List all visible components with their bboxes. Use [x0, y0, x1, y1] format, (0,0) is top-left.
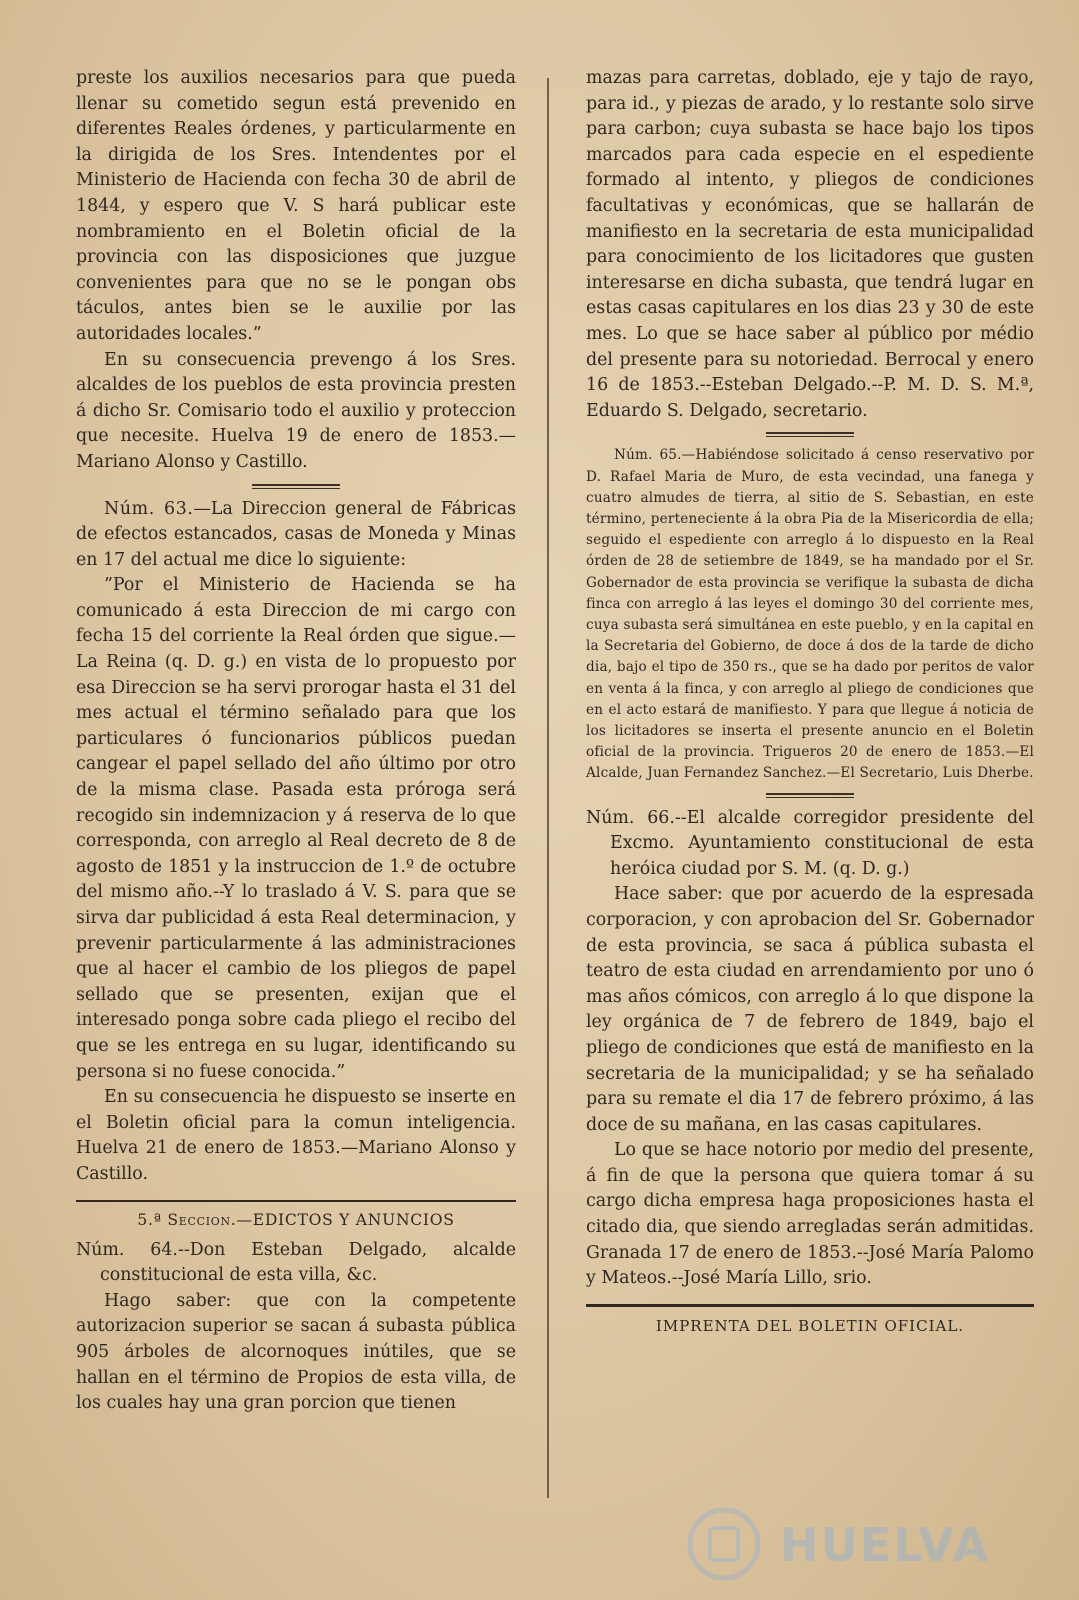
- notice-65: Núm. 65.—Habiéndose solicitado á censo reservativo por D. Rafael Maria de Muro, de esta vecindad, una fanega y cuatro almudes de tierra, al sitio de S. Sebastian, en este término, perteneciente á la obra Pia de la Misericordia de ella; seguido el espediente con arreglo á lo dispuesto en la Real órden de 28 de setiembre de 1849, se ha mandado por el Sr. Gobernador de esta provincia se verifique la subasta de dicha finca con arreglo á las leyes el domingo 30 del corriente mes, cuya subasta será simultánea en este pueblo, y en la capital en la Secretaria del Gobierno, de doce á dos de la tarde de dicho dia, bajo el tipo de 350 rs., que se ha dado por peritos de valor en venta á la finca, y con arreglo al pliego de condiciones que en el acto estará de manifiesto. Y para que llegue á noticia de los licitadores se inserta el presente anuncio en el Boletin oficial de la provincia. Trigueros 20 de enero de 1853.—El Alcalde, Juan Fernandez Sanchez.—El Secretario, Luis Dherbe.: [586, 447, 1034, 782]
- separator-rule: [766, 432, 854, 437]
- paragraph-continuation: preste los auxilios necesarios para que pueda llenar su cometido segun está prevenido en diferentes Reales órdenes, y particularmente en la dirigida de los Sres. Intendentes por el Ministerio de Hacienda con fecha 30 de abril de 1844, y espero que V. S hará publicar este nombramiento en el Boletin oficial de la provincia con las disposiciones que juzgue convenientes para que no se le pongan obs táculos, antes bien se le auxilie por las autoridades locales.”: [76, 68, 516, 344]
- notice-66-close: Lo que se hace notorio por medio del presente, á fin de que la persona que quiera tomar á su cargo dicha empresa haga proposiciones hasta el citado dia, que siendo arregladas serán admitidas. Granada 17 de enero de 1853.--José María Palomo y Mateos.--José María Lillo, srio.: [586, 1140, 1034, 1289]
- separator-rule: [252, 484, 340, 489]
- section-rule: [76, 1200, 516, 1202]
- separator-rule: [766, 793, 854, 798]
- notice-66-body: Hace saber: que por acuerdo de la espresada corporacion, y con aprobacion del Sr. Gobernador de esta provincia, se saca á pública subasta el teatro de esta ciudad en arrendamiento por uno ó mas años cómicos, con arreglo á lo que dispone la ley orgánica de 7 de febrero de 1849, bajo el pliego de condiciones que está de manifiesto en la secretaria de la municipalidad; y se ha señalado para su remate el dia 17 de febrero próximo, á las doce de su mañana, en las casas capitulares.: [586, 884, 1034, 1135]
- watermark-logo: [662, 1508, 991, 1588]
- watermark-text: HUELVA: [780, 1518, 991, 1572]
- imprint-line: IMPRENTA DEL BOLETIN OFICIAL.: [655, 1316, 965, 1335]
- notice-63-quote: ”Por el Ministerio de Hacienda se ha comunicado á esta Direccion de mi cargo con fecha 15 del corriente la Real órden que sigue.—La Reina (q. D. g.) en vista de lo propuesto por esa Direccion se ha servi prorogar hasta el 31 del mes actual el término señalado para que los particulares ó funcionarios públicos puedan cangear el papel sellado del año último por otro de la misma clase. Pasada esta próroga será recogido sin indemnizacion y á reserva de lo que corresponda, con arreglo al Real decreto de 8 de agosto de 1851 y la instruccion de 1.º de octubre del mismo año.--Y lo traslado á V. S. para que se sirva dar publicidad á esta Real determinacion, y prevenir particularmente á las administraciones que al hacer el cambio de los pliegos de papel sellado que se presenten, exijan que el interesado ponga sobre cada pliego el recibo del que se les entrega en su lugar, identificando su persona si no fuese conocida.”: [76, 575, 516, 1082]
- notice-66-heading: Núm. 66.--El alcalde corregidor presidente del Excmo. Ayuntamiento constitucional de esta heróica ciudad por S. M. (q. D. g.): [586, 807, 1034, 879]
- right-column: [586, 66, 1034, 1337]
- footer-rule: [586, 1304, 1034, 1307]
- paragraph-consecuencia: En su consecuencia prevengo á los Sres. alcaldes de los pueblos de esta provincia presten á dicho Sr. Comisario todo el auxilio y proteccion que necesite. Huelva 19 de enero de 1853.—Mariano Alonso y Castillo.: [76, 349, 516, 472]
- left-column: [76, 66, 516, 1417]
- notice-64-body: Hago saber: que con la competente autorizacion superior se sacan á subasta pública 905 árboles de alcornoques inútiles, que se hallan en el término de Propios de esta villa, de los cuales hay una gran porcion que tienen: [76, 1290, 516, 1414]
- notice-63-close: En su consecuencia he dispuesto se inserte en el Boletin oficial para la comun inteligencia. Huelva 21 de enero de 1853.—Mariano Alonso y Castillo.: [76, 1087, 516, 1184]
- column-divider: [547, 78, 549, 1498]
- seal-icon: [684, 1504, 764, 1584]
- notice-63-intro-text: —La Direccion general de Fábricas de efectos estancados, casas de Moneda y Minas en 17 del actual me dice lo siguiente:: [76, 498, 516, 570]
- notice-64-heading: Núm. 64.--Don Esteban Delgado, alcalde constitucional de esta villa, &c.: [76, 1239, 516, 1286]
- notice-63-intro: [76, 497, 516, 574]
- notice-64-continuation: mazas para carretas, doblado, eje y tajo de rayo, para id., y piezas de arado, y lo restante solo sirve para carbon; cuya subasta se hace bajo los tipos marcados para cada especie en el espediente formado al intento, y pliegos de condiciones facultativas y económicas, que se hallarán de manifiesto en la secretaria de esta municipalidad para conocimiento de los licitadores que gusten interesarse en dicha subasta, que tendrá lugar en estas casas capitulares en los dias 23 y 30 de este mes. Lo que se hace saber al público por médio del presente para su notoriedad. Berrocal y enero 16 de 1853.--Esteban Delgado.--P. M. D. S. M.ª, Eduardo S. Delgado, secretario.: [586, 68, 1034, 421]
- section-heading: 5.ª Seccion.—EDICTOS Y ANUNCIOS: [137, 1210, 455, 1229]
- notice-63-number: Núm. 63.: [104, 498, 194, 519]
